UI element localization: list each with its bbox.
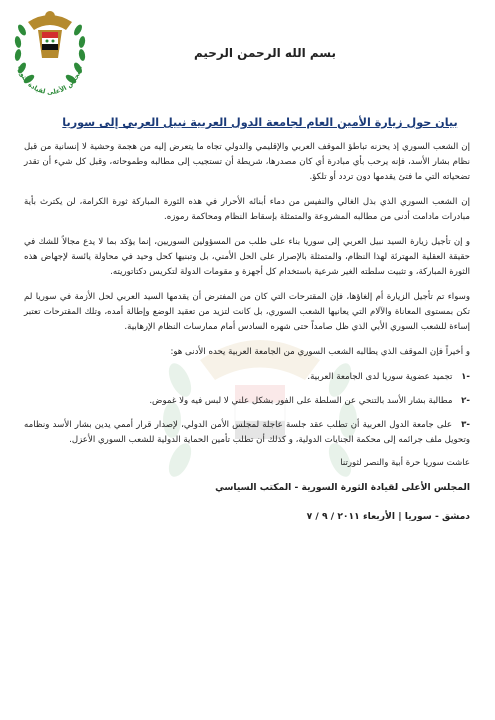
demand-item	[24, 394, 470, 409]
demand-text: مطالبة بشار الأسد بالتنحي عن السلطة على الفور بشكل علني لا لبس فيه ولا غموض.	[149, 396, 453, 406]
paragraph-2: إن الشعب السوري الذي بذل الغالي والنفيس من دماء أبنائه الأحرار في هذه الثورة المباركة ثورة الكرامة، لن يكترث بأية مبادرات مادامت أدنى من مطالبه المشروعة والمتمثلة بإسقاط النظام ومحاكمة رموزه.	[24, 197, 470, 222]
demand-number: -٢	[461, 396, 470, 406]
signature-line: المجلس الأعلى لقيادة الثورة السورية - المكتب السياسي	[215, 482, 470, 493]
statement-body	[24, 140, 470, 522]
flag-shield-icon	[42, 32, 58, 50]
basmala-heading: بسم الله الرحمن الرحيم	[193, 46, 337, 60]
date-line: دمشق - سوريا | الأربعاء ٢٠١١ / ٩ / ٧	[306, 511, 470, 522]
demand-item	[24, 370, 470, 385]
demand-number: -١	[461, 372, 470, 382]
paragraph-4: وسواء تم تأجيل الزيارة أم إلغاؤها، فإن المقترحات التي كان من المفترض أن يقدمها السيد العربي لحل الأزمة في سوريا لم تكن بمستوى المعاناة والآلام التي يعانيها الشعب السوري، بل كانت لتزيد من تعقيد الوضع وإطالة أمده، وتلك المقترحات تعتبر إساءة للشعب السوري الأبي الذي ظل صامداً حتى شهره السادس أمام ممارسات النظام الإرهابية.	[24, 292, 470, 332]
demand-text: تجميد عضوية سوريا لدى الجامعة العربية.	[307, 372, 453, 382]
paragraph-1: إن الشعب السوري إذ يحزنه تباطؤ الموقف العربي والإقليمي والدولي تجاه ما يتعرض إليه من هجمة وحشية لا إنسانية من قبل نظام بشار الأسد، فإنه يرحب بأي مبادرة أي كان مصدرها، شريطة أن تستجيب إلى مطالبه وطموحاته، وقبل كل شيء أن تقدر تضحياته التي ما فتئ يقدمها دون تردد أو تلكؤ.	[24, 142, 470, 182]
demand-text: على جامعة الدول العربية أن تطلب عقد جلسة عاجلة لمجلس الأمن الدولي، لإصدار قرار أممي يدين بشار الأسد ونظامه وتحويل ملف جرائمه إلى محكمة الجنايات الدولية، و كذلك أن تطلب تأمين الحماية الدولية للشعب السوري الأعزل.	[24, 420, 470, 445]
demands-list	[24, 370, 470, 448]
demand-item	[24, 418, 470, 448]
paragraph-5: و أخيراً فإن الموقف الذي يطالبه الشعب السوري من الجامعة العربية يحده الأدنى هو:	[170, 347, 470, 357]
paragraph-3: و إن تأجيل زيارة السيد نبيل العربي إلى سوريا بناء على طلب من المسؤولين السوريين، إنما يؤكد بما لا يدع مجالاً للشك في حقيقة العقلية المهترئة لهذا النظام، والمتمثلة بالإصرار على الحل الأمني، بل وتبنيها كحل وحيد في محاولة يائسة لإجهاض هذه الثورة المباركة، و تثبيت سلطته الغير شرعية باستخدام كل أجهزة و مقومات الدولة لتكريس دكتاتوريته.	[24, 237, 470, 277]
demand-number: -٣	[461, 420, 470, 430]
statement-title: بيان حول زيارة الأمين العام لجامعة الدول العربية نبيل العربي إلى سوريا	[62, 116, 458, 129]
closing-slogan: عاشت سوريا حرة أبية والنصر لثورتنا	[340, 458, 470, 468]
svg-text:المجلس الأعلى لقيادة الثورة: المجلس الأعلى لقيادة الثورة	[16, 65, 84, 97]
council-emblem-logo	[8, 0, 92, 110]
